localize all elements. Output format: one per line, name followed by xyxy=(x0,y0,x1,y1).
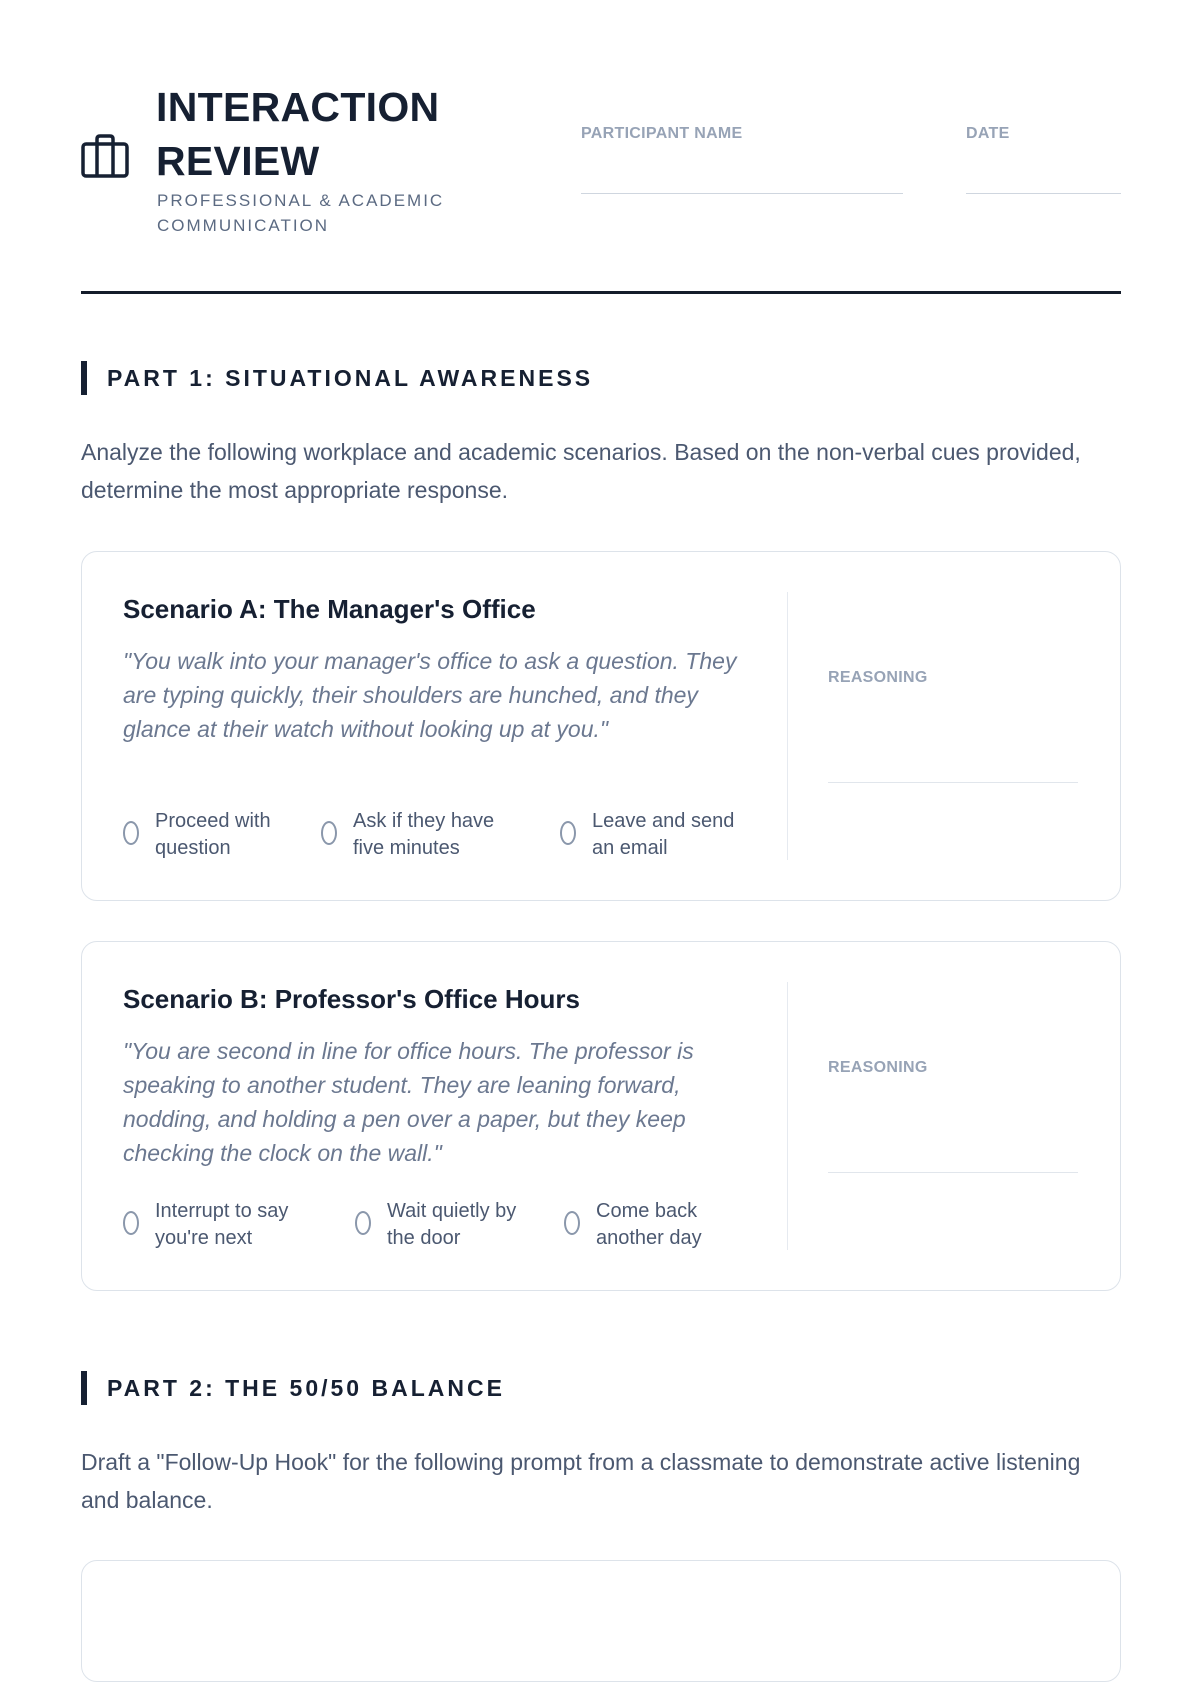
reasoning-label: REASONING xyxy=(828,1059,928,1076)
scenario-card-b xyxy=(81,941,1121,1291)
date-label: DATE xyxy=(966,125,1010,142)
part2-heading-text: PART 2: THE 50/50 BALANCE xyxy=(107,1375,505,1401)
radio-circle-icon[interactable] xyxy=(560,821,576,845)
date-field[interactable] xyxy=(966,193,1121,194)
option-label: Wait quietly by the door xyxy=(387,1200,517,1249)
scenario-title: Scenario A: The Manager's Office xyxy=(123,594,536,624)
participant-name-field[interactable] xyxy=(581,193,903,194)
option-label: Leave and send an email xyxy=(592,810,735,859)
header-divider xyxy=(81,291,1121,294)
radio-circle-icon[interactable] xyxy=(355,1211,371,1235)
header xyxy=(81,0,1121,295)
option-item[interactable] xyxy=(560,808,750,864)
card-divider xyxy=(787,982,788,1250)
option-label: Interrupt to say you're next xyxy=(155,1200,289,1249)
page-title: INTERACTION REVIEW xyxy=(156,84,440,184)
prompt-card xyxy=(81,1560,1121,1682)
radio-circle-icon[interactable] xyxy=(564,1211,580,1235)
section-marker xyxy=(81,361,87,395)
reasoning-field[interactable] xyxy=(828,1172,1078,1173)
scenario-quote: "You are second in line for office hours. The professor is speaking to another student. They are leaning forward, nodding, and holding a pen over a paper, but they keep checking the clock on the wall." xyxy=(123,1038,694,1166)
reasoning-field[interactable] xyxy=(828,782,1078,783)
participant-name-label: PARTICIPANT NAME xyxy=(581,125,743,142)
option-item[interactable] xyxy=(123,1198,323,1254)
radio-circle-icon[interactable] xyxy=(321,821,337,845)
option-item[interactable] xyxy=(355,1198,545,1254)
option-item[interactable] xyxy=(123,808,293,864)
scenario-title: Scenario B: Professor's Office Hours xyxy=(123,984,580,1014)
part1-heading-text: PART 1: SITUATIONAL AWARENESS xyxy=(107,365,594,391)
option-label: Ask if they have five minutes xyxy=(353,810,495,859)
part1-intro: Analyze the following workplace and academic scenarios. Based on the non-verbal cues provided, determine the most appropriate response. xyxy=(81,439,1081,503)
briefcase-icon xyxy=(81,134,129,178)
radio-circle-icon[interactable] xyxy=(123,821,139,845)
option-label: Proceed with question xyxy=(155,810,271,859)
radio-circle-icon[interactable] xyxy=(123,1211,139,1235)
reasoning-label: REASONING xyxy=(828,669,928,686)
scenario-quote: "You walk into your manager's office to ask a question. They are typing quickly, their shoulders are hunched, and they glance at their watch without looking up at you." xyxy=(123,648,737,742)
option-item[interactable] xyxy=(564,1198,744,1254)
part2-intro: Draft a "Follow-Up Hook" for the following prompt from a classmate to demonstrate active listening and balance. xyxy=(81,1449,1081,1513)
scenario-card-a xyxy=(81,551,1121,901)
option-group xyxy=(123,1198,753,1254)
option-item[interactable] xyxy=(321,808,531,864)
card-divider xyxy=(787,592,788,860)
page-subtitle: PROFESSIONAL & ACADEMIC COMMUNICATION xyxy=(157,191,445,235)
section-marker xyxy=(81,1371,87,1405)
option-label: Come back another day xyxy=(596,1200,702,1249)
option-group xyxy=(123,808,753,864)
